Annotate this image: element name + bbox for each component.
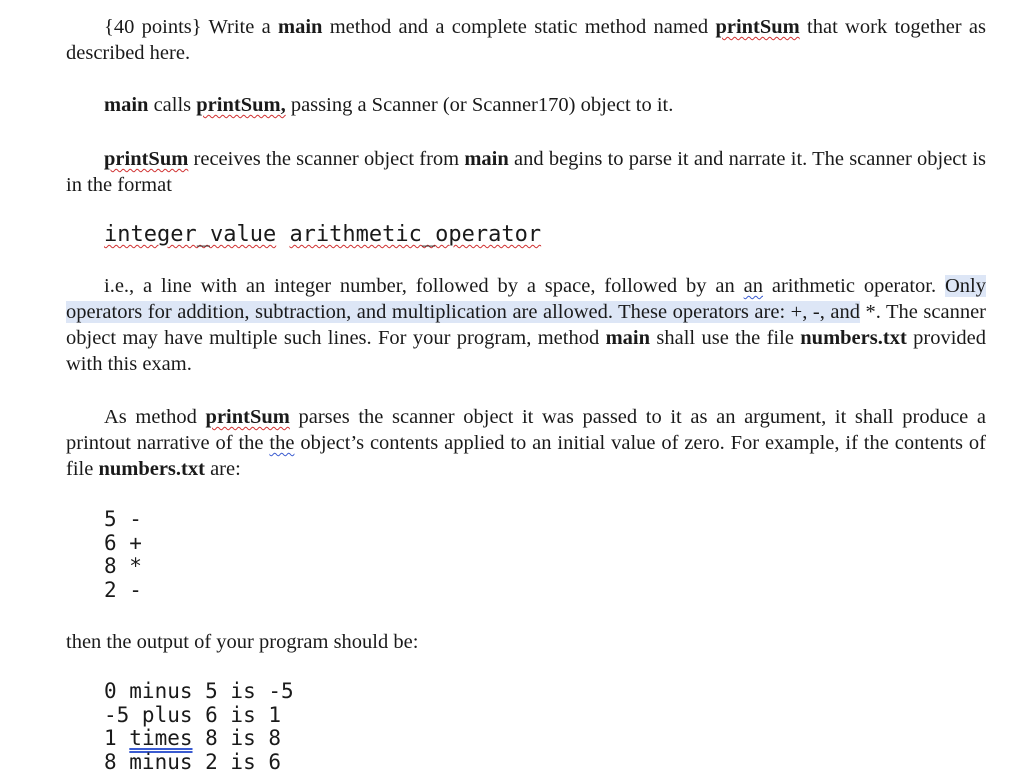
intro-paragraph	[66, 14, 986, 66]
output-line: -5 plus 6 is 1	[104, 702, 282, 727]
filename-keyword: numbers.txt	[98, 458, 205, 480]
paragraph-text: and begins to parse it and narrate it. The scanner object is in the format	[66, 148, 986, 196]
main-keyword: main	[605, 327, 651, 349]
paragraph-text: passing a Scanner (or Scanner170) object to it.	[285, 94, 674, 116]
file-line: 2 -	[104, 577, 142, 602]
intro-text: that work together as described here.	[66, 16, 986, 64]
format-line	[104, 222, 541, 248]
operators-paragraph	[66, 273, 986, 377]
file-contents-block	[104, 508, 142, 602]
paragraph-text: arithmetic operator.	[763, 275, 945, 297]
paragraph-text: are:	[204, 458, 241, 480]
receives-paragraph	[66, 146, 986, 198]
file-line: 6 +	[104, 530, 142, 555]
paragraph-text: *. The scanner object may have multiple such lines. For your program, method	[66, 301, 986, 349]
printsum-keyword: printSum	[205, 406, 290, 428]
program-output-block	[104, 680, 294, 774]
paragraph-text: As method	[104, 406, 206, 428]
main-keyword: main	[104, 94, 149, 116]
intro-text: method and a complete static method named	[322, 16, 716, 38]
narrative-paragraph	[66, 404, 986, 482]
printsum-keyword: printSum	[104, 148, 189, 170]
paragraph-text: receives the scanner object from	[188, 148, 465, 170]
paragraph-text: i.e., a line with an integer number, followed by a space, followed by an	[104, 275, 744, 297]
highlighted-text: Only operators for addition, subtraction, and multiplication are allowed. These operators are: +, -, and	[66, 275, 986, 323]
file-line: 8 *	[104, 554, 142, 578]
format-arithmetic-operator: arithmetic_operator	[289, 222, 542, 247]
output-text: 1	[104, 726, 130, 750]
main-keyword: main	[278, 16, 323, 38]
main-keyword: main	[464, 148, 509, 170]
main-calls-paragraph	[66, 92, 986, 118]
repeated-word-the: the	[269, 432, 295, 454]
output-word-times: times	[129, 726, 193, 750]
paragraph-text: shall use the file	[650, 327, 801, 349]
file-line: 5 -	[104, 507, 142, 531]
paragraph-text: calls	[148, 94, 197, 116]
format-integer-value: integer_value	[104, 222, 277, 247]
output-line: 8 minus 2 is 6	[104, 749, 282, 774]
repeated-word-an: an	[743, 275, 763, 297]
output-text: 8 is 8	[192, 726, 282, 750]
paragraph-text: parses the scanner object it was passed to it as an argument, it shall produce a printout narrative of the	[66, 406, 986, 454]
printsum-keyword: printSum,	[196, 94, 286, 116]
filename-keyword: numbers.txt	[800, 327, 907, 349]
printsum-keyword: printSum	[715, 16, 800, 38]
intro-text: {40 points} Write a	[104, 16, 279, 38]
output-line: 0 minus 5 is -5	[104, 679, 294, 703]
output-intro: then the output of your program should be:	[66, 631, 419, 653]
format-space	[276, 222, 289, 247]
paragraph-text: provided with this exam.	[66, 327, 987, 375]
output-line	[104, 727, 294, 751]
paragraph-text: object’s contents applied to an initial value of zero. For example, if the contents of file	[66, 432, 986, 480]
